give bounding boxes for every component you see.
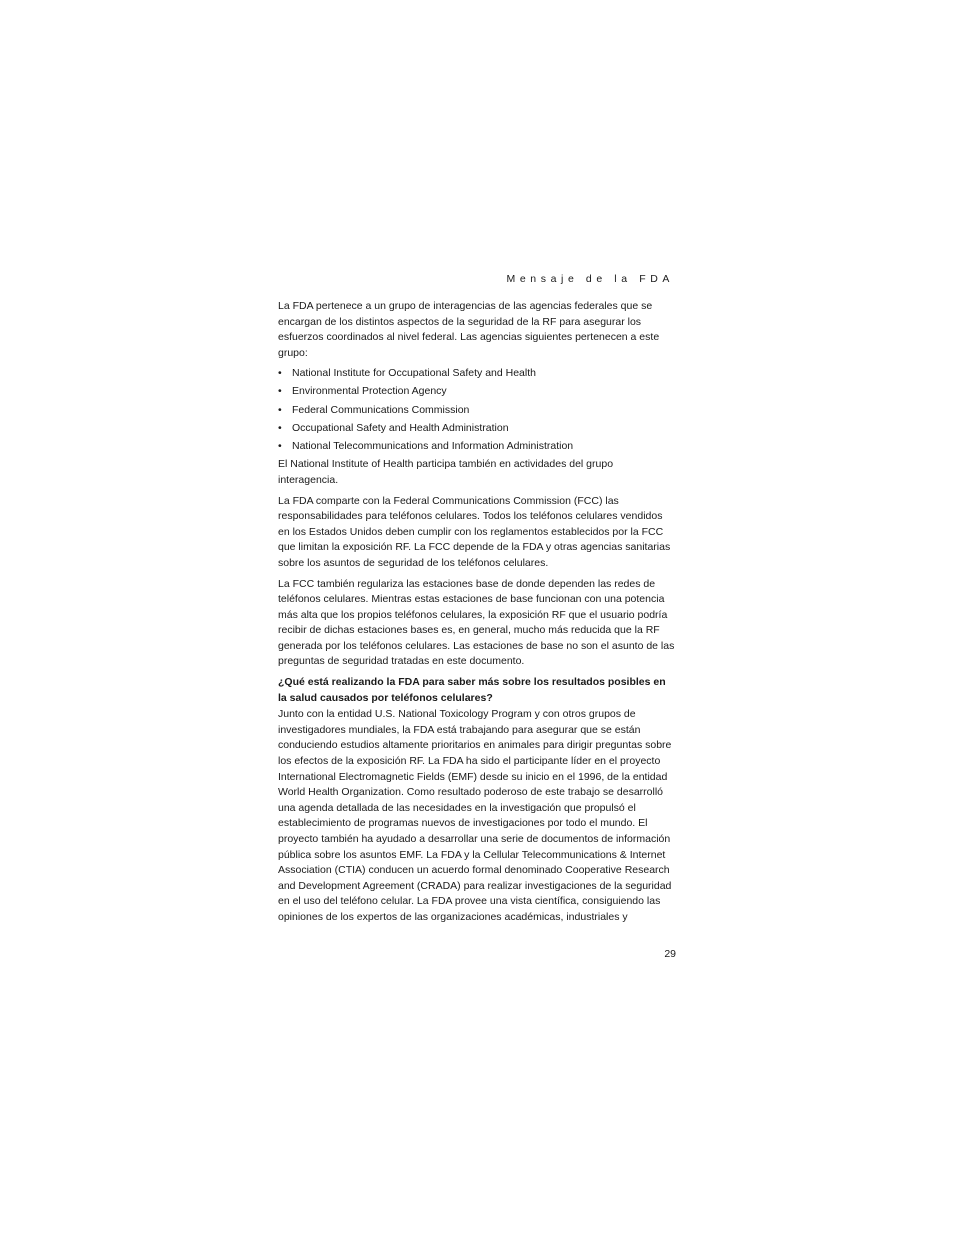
fcc-paragraph: La FDA comparte con la Federal Communications Commission (FCC) las responsabilidades para teléfonos celulares. Todos los teléfonos celulares vendidos en los Estados Unidos deben cumplir con los reglamentos establecidos por la FCC que limitan la exposición RF. La FCC depende de la FDA y otras agencias sanitarias sobre los asuntos de seguridad de los teléfonos celulares. (278, 494, 671, 569)
nih-paragraph: El National Institute of Health participa también en actividades del grupo interagencia. (278, 458, 614, 486)
answer-paragraph: Junto con la entidad U.S. National Toxicology Program y con otros grupos de investigadores mundiales, la FDA está trabajando para asegurar que se están conduciendo estudios altamente prioritarios en animales para dirigir preguntas sobre los efectos de la exposición RF. La FDA ha sido el participante líder en el proyecto International Electromagnetic Fields (EMF) desde su inicio en el 1996, de la entidad World Health Organization. Como resultado poderoso de este trabajo se desarrolló una agenda detallada de las necesidades en la investigación que propulsó el establecimiento de programas nuevos de investigaciones por todo el mundo. El proyecto también ha ayudado a desarrollar una serie de documentos de información pública sobre los asuntos EMF. La FDA y la Cellular Telecommunications & Internet Association (CTIA) conducen un acuerdo formal denominado Cooperative Research and Development Agreement (CRADA) para realizar investigaciones de la seguridad en el uso del teléfono celular. La FDA provee una vista científica, consiguiendo las opiniones de los expertos de las organizaciones académicas, industriales y (278, 708, 672, 923)
list-item: • Environmental Protection Agency (278, 384, 676, 400)
list-item: • Federal Communications Commission (278, 403, 676, 419)
page-number: 29 (664, 948, 676, 960)
question-heading: ¿Qué está realizando la FDA para saber más sobre los resultados posibles en la salud causados por teléfonos celulares? (278, 676, 666, 704)
list-item: • National Institute for Occupational Safety and Health (278, 366, 676, 382)
main-content (278, 299, 676, 931)
intro-paragraph: La FDA pertenece a un grupo de interagencias de las agencias federales que se encargan de los distintos aspectos de la seguridad de la RF para asegurar los esfuerzos coordinados al nivel federal. Las agencias siguientes pertenecen a este grupo: (278, 300, 660, 359)
list-item: • Occupational Safety and Health Administration (278, 421, 676, 437)
base-station-paragraph: La FCC también regulariza las estaciones base de donde dependen las redes de teléfonos celulares. Mientras estas estaciones de base funcionan con una potencia más alta que los propios teléfonos celulares, la exposición RF que el usuario podría recibir de dichas estaciones bases es, en general, mucho más reducida que la RF generada por los teléfonos celulares. Las estaciones de base no son el asunto de las preguntas de seguridad tratadas en este documento. (278, 577, 675, 668)
running-header: Mensaje de la FDA (506, 273, 674, 285)
list-item: • National Telecommunications and Information Administration (278, 439, 676, 455)
agency-list (278, 366, 676, 454)
